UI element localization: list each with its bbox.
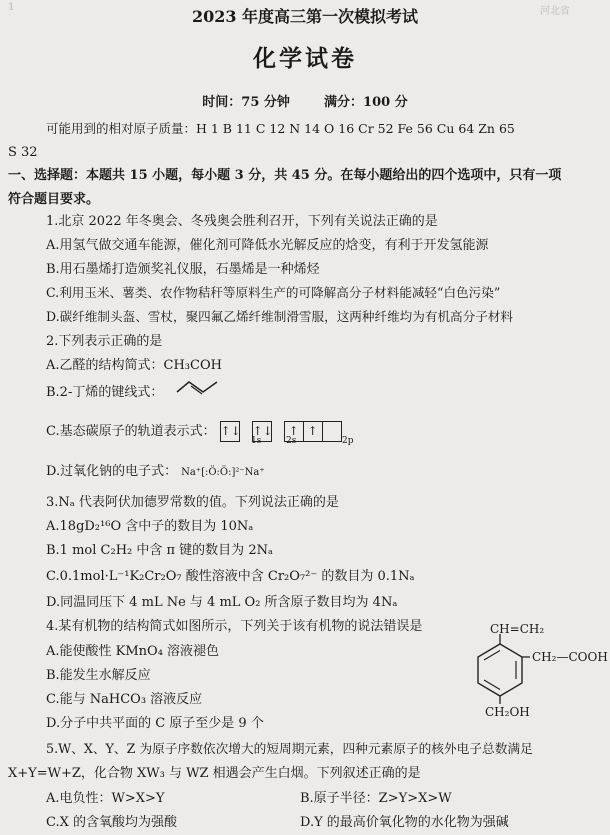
paper-title: 化学试卷 — [253, 45, 357, 72]
exam-time: 时间：75 分钟 — [202, 95, 290, 110]
q4-option-d: D.分子中共平面的 C 原子至少是 9 个 — [46, 716, 264, 731]
orbital-2s-box: ↑↓ — [252, 421, 272, 442]
q4-stem: 4.某有机物的结构简式如图所示，下列关于该有机物的说法错误是 — [46, 619, 423, 634]
q1-option-d: D.碳纤维制头盔、雪杖，聚四氟乙烯纤维制滑雪服，这两种纤维均为有机高分子材料 — [46, 309, 514, 324]
orbital-label-1s: 1s — [251, 436, 262, 446]
atomic-masses-line2: S 32 — [8, 145, 38, 160]
q2-option-a: A.乙醛的结构简式：CH₃COH — [46, 358, 222, 373]
q2-stem: 2.下列表示正确的是 — [46, 334, 163, 349]
orbital-2p-box-3 — [322, 421, 342, 442]
q5-option-c: C.X 的含氧酸均为强酸 — [46, 815, 178, 830]
q5-option-d: D.Y 的最高价氧化物的水化物为强碱 — [300, 815, 509, 830]
section-heading-line2: 符合题目要求。 — [8, 192, 100, 207]
q2-option-b: B.2-丁烯的键线式： — [46, 385, 164, 400]
q4-option-c: C.能与 NaHCO₃ 溶液反应 — [46, 692, 203, 707]
q5-stem-line2: X+Y=W+Z，化合物 XW₃ 与 WZ 相遇会产生白烟。下列叙述正确的是 — [8, 766, 421, 781]
orbital-2p-box-1: ↑ — [284, 421, 304, 442]
q4-structure-diagram — [470, 640, 530, 710]
q4-substituent-acid: CH₂—COOH — [532, 650, 608, 664]
q4-substituent-hydroxymethyl: CH₂OH — [485, 705, 530, 719]
q3-option-d: D.同温同压下 4 mL Ne 与 4 mL O₂ 所含原子数目均为 4Nₐ — [46, 595, 398, 610]
q4-option-b: B.能发生水解反应 — [46, 668, 151, 683]
orbital-label-2p: 2p — [342, 436, 354, 446]
orbital-1s-box: ↑↓ — [220, 421, 240, 442]
bleed-mark-right: 河北省 — [540, 6, 570, 17]
orbital-label-2s: 2s — [286, 436, 297, 446]
atomic-masses-line1: 可能用到的相对原子质量：H 1 B 11 C 12 N 14 O 16 Cr 52 Fe 56 Cu 64 Zn 65 — [46, 121, 515, 136]
q5-option-a: A.电负性：W>X>Y — [46, 791, 165, 806]
orbital-2p-box-2: ↑ — [303, 421, 323, 442]
exam-meta — [0, 91, 610, 110]
section-heading-line1: 一、选择题：本题共 15 小题，每小题 3 分，共 45 分。在每小题给出的四个选项中，只有一项 — [8, 168, 562, 183]
q2-option-d — [46, 460, 265, 479]
q1-option-c: C.利用玉米、薯类、农作物秸秆等原料生产的可降解高分子材料能减轻“白色污染” — [46, 285, 501, 300]
exam-title: 2023 年度高三第一次模拟考试 — [191, 7, 419, 26]
q1-option-a: A.用氢气做交通车能源，催化剂可降低水光解反应的焓变，有利于开发氢能源 — [46, 238, 489, 253]
q1-option-b: B.用石墨烯打造颁奖礼仪服，石墨烯是一种烯烃 — [46, 262, 320, 277]
butene-skeletal-formula — [175, 378, 235, 396]
q5-option-b: B.原子半径：Z>Y>X>W — [300, 791, 452, 806]
q3-stem: 3.Nₐ 代表阿伏加德罗常数的值。下列说法正确的是 — [46, 495, 339, 510]
exam-score: 满分：100 分 — [324, 95, 408, 110]
q2-option-c-label: C.基态碳原子的轨道表示式： — [46, 424, 216, 439]
q3-option-b: B.1 mol C₂H₂ 中含 π 键的数目为 2Nₐ — [46, 543, 273, 558]
bleed-mark-left: 1 — [8, 2, 15, 13]
q2-option-c — [46, 420, 342, 442]
q3-option-c: C.0.1mol·L⁻¹K₂Cr₂O₇ 酸性溶液中含 Cr₂O₇²⁻ 的数目为 0.1Nₐ — [46, 569, 415, 584]
q4-option-a: A.能使酸性 KMnO₄ 溶液褪色 — [46, 644, 220, 659]
q4-substituent-vinyl: CH=CH₂ — [490, 622, 545, 636]
q3-option-a: A.18gD₂¹⁶O 含中子的数目为 10Nₐ — [46, 519, 254, 534]
q1-stem: 1.北京 2022 年冬奥会、冬残奥会胜利召开，下列有关说法正确的是 — [46, 214, 438, 229]
q2-option-d-label: D.过氧化钠的电子式： — [46, 464, 178, 479]
q5-stem-line1: 5.W、X、Y、Z 为原子序数依次增大的短周期元素，四种元素原子的核外电子总数满足 — [46, 741, 533, 756]
sodium-peroxide-electron-formula: Na⁺[:Ö:Ö:]²⁻Na⁺ — [181, 467, 265, 478]
